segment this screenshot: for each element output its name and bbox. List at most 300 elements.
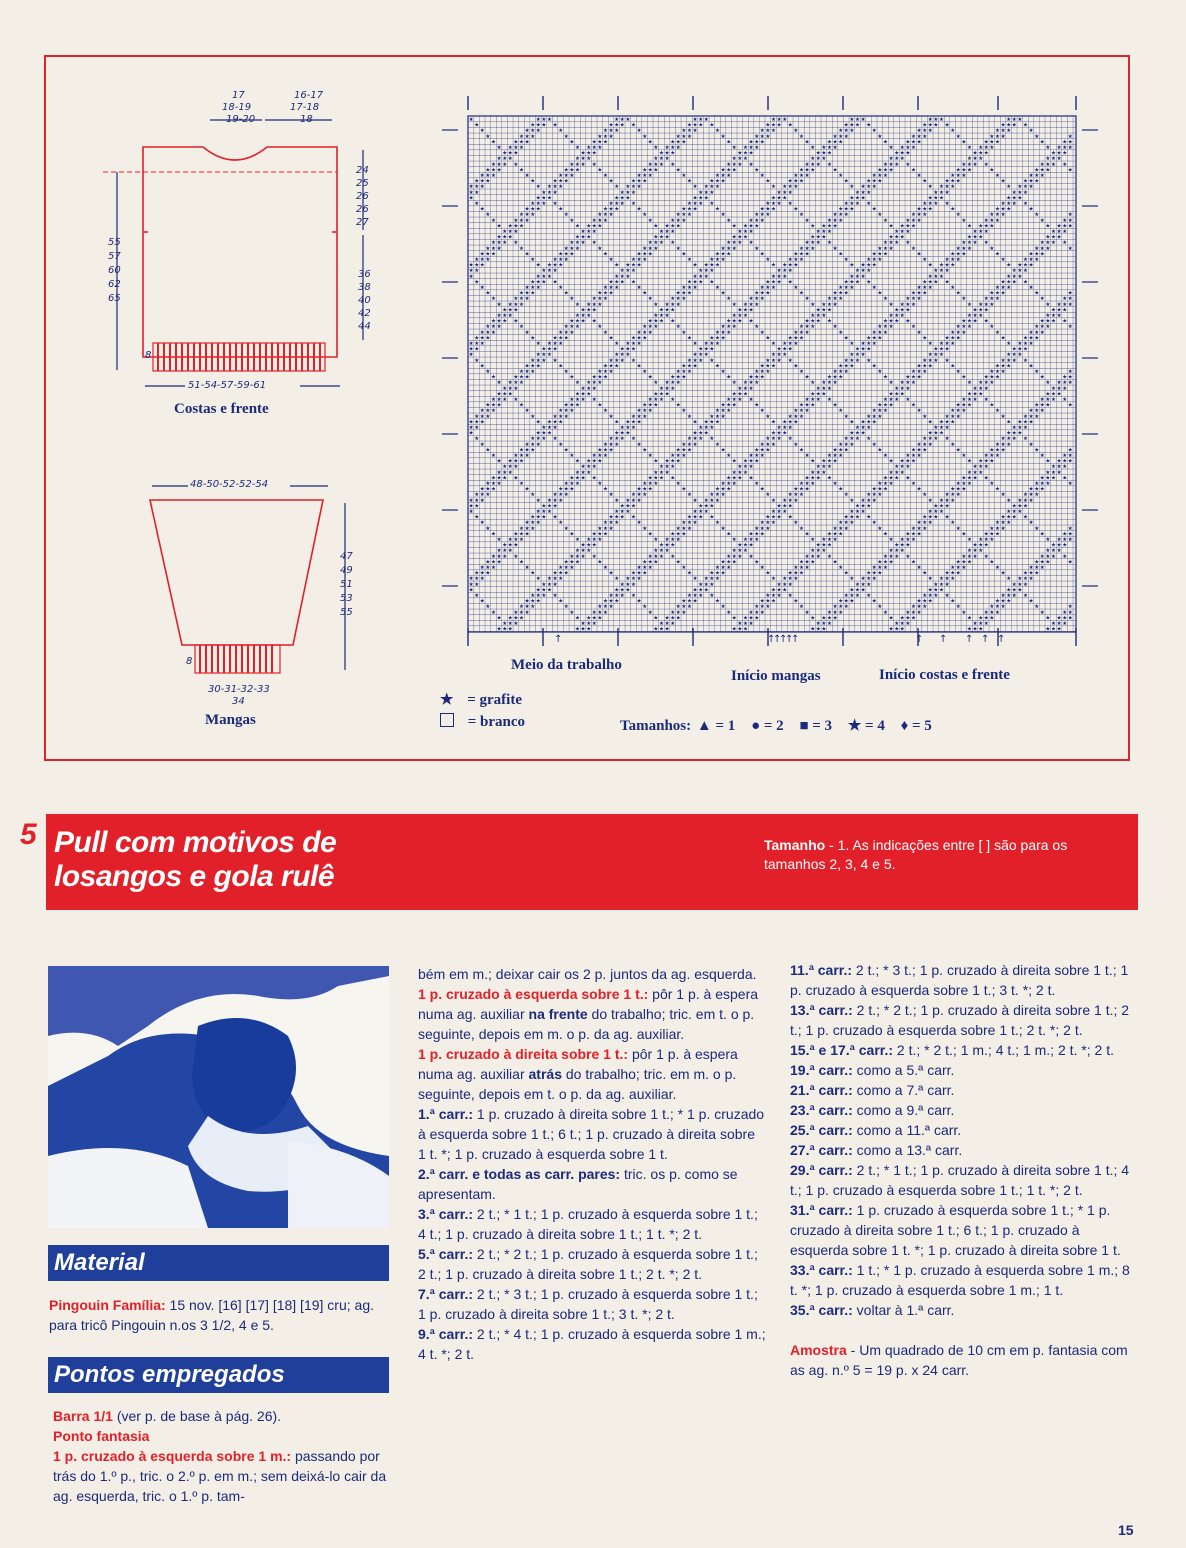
star-cell: ★ xyxy=(899,464,905,471)
star-cell: ★ xyxy=(659,318,664,325)
body-rib-label: 8 xyxy=(145,350,152,361)
star-cell: ★ xyxy=(944,346,950,353)
star-cell: ★ xyxy=(905,161,911,168)
star-cell: ★ xyxy=(759,363,765,370)
star-cell: ★ xyxy=(793,441,799,448)
star-cell: ★ xyxy=(799,290,804,297)
star-cell: ★ xyxy=(603,565,608,571)
star-cell: ★ xyxy=(877,167,883,174)
star-cell: ★ xyxy=(614,279,620,286)
star-cell: ★ xyxy=(799,486,804,493)
row-label: 9.ª carr.: xyxy=(418,1326,473,1342)
star-cell: ★ xyxy=(759,531,765,538)
star-cell: ★ xyxy=(591,542,597,549)
star-cell: ★ xyxy=(502,150,508,157)
star-cell: ★ xyxy=(692,514,698,521)
star-cell: ★ xyxy=(899,234,905,241)
star-cell: ★ xyxy=(1051,469,1056,476)
star-cell: ★ xyxy=(916,369,922,375)
star-cell: ★ xyxy=(1062,537,1068,543)
star-cell: ★ xyxy=(1039,486,1045,493)
star-cell: ★ xyxy=(905,296,911,303)
star-cell: ★ xyxy=(552,503,558,510)
star-cell: ★ xyxy=(927,441,933,448)
star-cell: ★ xyxy=(507,229,513,235)
star-cell: ★ xyxy=(888,313,894,319)
star-cell: ★ xyxy=(933,587,939,594)
star-cell: ★ xyxy=(524,531,530,538)
star-cell: ★ xyxy=(916,128,922,135)
star-cell: ★ xyxy=(569,251,575,258)
star-cell: ★ xyxy=(810,469,816,476)
star-cell: ★ xyxy=(883,318,888,325)
star-cell: ★ xyxy=(647,408,653,415)
star-cell: ★ xyxy=(474,570,480,577)
star-cell: ★ xyxy=(877,329,883,336)
star-cell: ★ xyxy=(519,481,524,487)
star-cell: ★ xyxy=(642,167,648,174)
star-cell: ★ xyxy=(681,206,687,213)
star-cell: ★ xyxy=(1067,615,1073,622)
star-cell: ★ xyxy=(961,161,967,168)
star-cell: ★ xyxy=(888,223,894,230)
star-cell: ★ xyxy=(670,385,676,392)
star-cell: ★ xyxy=(748,453,754,459)
star-cell: ★ xyxy=(832,139,838,146)
star-cell: ★ xyxy=(664,380,670,387)
row-label: 19.ª carr.: xyxy=(790,1062,853,1078)
star-cell: ★ xyxy=(1028,329,1034,336)
star-cell: ★ xyxy=(866,425,872,431)
star-cell: ★ xyxy=(804,559,810,566)
star-cell: ★ xyxy=(927,122,933,129)
star-cell: ★ xyxy=(614,509,620,515)
star-cell: ★ xyxy=(743,621,748,627)
star-cell: ★ xyxy=(608,122,614,129)
star-cell: ★ xyxy=(1023,593,1028,599)
star-cell: ★ xyxy=(1051,391,1056,398)
star-cell: ★ xyxy=(1000,413,1006,420)
star-cell: ★ xyxy=(1045,223,1051,230)
star-cell: ★ xyxy=(670,296,676,303)
star-cell: ★ xyxy=(1067,525,1073,532)
star-cell: ★ xyxy=(709,268,715,275)
star-cell: ★ xyxy=(709,581,715,588)
star-cell: ★ xyxy=(653,537,659,543)
star-cell: ★ xyxy=(922,206,928,213)
star-cell: ★ xyxy=(513,296,519,303)
star-cell: ★ xyxy=(1000,206,1006,213)
row-label: 15.ª e 17.ª carr.: xyxy=(790,1042,893,1058)
star-cell: ★ xyxy=(603,369,608,375)
star-cell: ★ xyxy=(916,251,922,258)
star-cell: ★ xyxy=(563,565,569,571)
star-cell: ★ xyxy=(765,413,771,420)
star-cell: ★ xyxy=(871,206,877,213)
star-cell: ★ xyxy=(860,425,866,431)
star-cell: ★ xyxy=(687,492,692,499)
star-cell: ★ xyxy=(1062,301,1068,308)
star-cell: ★ xyxy=(843,357,849,364)
star-cell: ★ xyxy=(703,262,709,269)
star-cell: ★ xyxy=(922,413,928,420)
star-cell: ★ xyxy=(563,369,569,375)
cruzado-dir-bold: atrás xyxy=(528,1066,562,1082)
star-cell: ★ xyxy=(675,217,681,224)
star-cell: ★ xyxy=(664,626,670,633)
star-cell: ★ xyxy=(597,380,603,387)
star-cell: ★ xyxy=(474,122,480,129)
star-cell: ★ xyxy=(675,167,681,174)
body-width-label: 51-54-57-59-61 xyxy=(188,380,267,391)
star-cell: ★ xyxy=(558,251,564,258)
star-cell: ★ xyxy=(961,402,967,409)
star-cell: ★ xyxy=(731,318,737,325)
star-cell: ★ xyxy=(877,251,883,258)
star-cell: ★ xyxy=(810,234,816,241)
row-text: como a 11.ª carr. xyxy=(852,1122,962,1138)
star-cell: ★ xyxy=(1067,402,1073,409)
star-cell: ★ xyxy=(1028,492,1034,499)
star-cell: ★ xyxy=(479,598,485,605)
star-cell: ★ xyxy=(743,150,748,157)
star-cell: ★ xyxy=(950,341,956,347)
star-cell: ★ xyxy=(776,357,782,364)
star-cell: ★ xyxy=(1045,615,1051,622)
star-cell: ★ xyxy=(849,117,855,123)
star-cell: ★ xyxy=(782,430,788,437)
star-cell: ★ xyxy=(771,509,776,515)
star-cell: ★ xyxy=(491,481,496,487)
star-cell: ★ xyxy=(485,329,491,336)
star-cell: ★ xyxy=(754,609,760,616)
star-cell: ★ xyxy=(479,492,485,499)
star-cell: ★ xyxy=(793,520,799,527)
star-cell: ★ xyxy=(479,486,485,493)
star-cell: ★ xyxy=(479,128,485,135)
star-cell: ★ xyxy=(972,240,978,247)
star-cell: ★ xyxy=(871,329,877,336)
star-cell: ★ xyxy=(995,525,1000,532)
star-cell: ★ xyxy=(832,133,838,140)
star-cell: ★ xyxy=(765,257,771,263)
star-cell: ★ xyxy=(642,329,648,336)
star-cell: ★ xyxy=(541,425,547,431)
star-cell: ★ xyxy=(916,441,922,448)
star-cell: ★ xyxy=(832,604,838,611)
star-cell: ★ xyxy=(967,318,972,325)
star-cell: ★ xyxy=(597,296,603,303)
star-cell: ★ xyxy=(888,156,894,163)
star-cell: ★ xyxy=(922,525,928,532)
star-cell: ★ xyxy=(1000,441,1006,448)
star-cell: ★ xyxy=(703,268,709,275)
star-cell: ★ xyxy=(978,537,984,543)
star-cell: ★ xyxy=(575,145,580,151)
star-cell: ★ xyxy=(849,357,855,364)
star-cell: ★ xyxy=(989,447,995,454)
star-cell: ★ xyxy=(614,195,620,202)
star-cell: ★ xyxy=(787,346,793,353)
star-cell: ★ xyxy=(675,369,681,375)
star-cell: ★ xyxy=(731,553,737,560)
star-cell: ★ xyxy=(586,458,592,465)
star-cell: ★ xyxy=(1067,458,1073,465)
star-cell: ★ xyxy=(1023,357,1028,364)
star-cell: ★ xyxy=(474,425,480,431)
cruzado-esq-text-a: pôr 1 p. à espera numa ag. auxiliar xyxy=(418,986,759,1022)
star-cell: ★ xyxy=(692,201,698,207)
star-cell: ★ xyxy=(843,598,849,605)
star-cell: ★ xyxy=(782,195,788,202)
star-cell: ★ xyxy=(944,268,950,275)
star-cell: ★ xyxy=(479,184,485,191)
star-cell: ★ xyxy=(743,234,748,241)
star-cell: ★ xyxy=(547,262,552,269)
star-cell: ★ xyxy=(793,251,799,258)
star-cell: ★ xyxy=(664,621,670,627)
star-cell: ★ xyxy=(530,520,536,527)
star-cell: ★ xyxy=(692,357,698,364)
star-cell: ★ xyxy=(883,481,888,487)
star-cell: ★ xyxy=(580,542,586,549)
star-cell: ★ xyxy=(1006,509,1012,515)
star-cell: ★ xyxy=(978,234,984,241)
star-cell: ★ xyxy=(771,117,776,123)
star-cell: ★ xyxy=(877,447,883,454)
star-cell: ★ xyxy=(905,397,911,403)
star-cell: ★ xyxy=(586,234,592,241)
star-cell: ★ xyxy=(743,156,748,163)
row-label: 31.ª carr.: xyxy=(790,1202,853,1218)
star-cell: ★ xyxy=(961,553,967,560)
star-cell: ★ xyxy=(519,223,524,230)
star-cell: ★ xyxy=(810,301,816,308)
star-cell: ★ xyxy=(687,128,692,135)
star-cell: ★ xyxy=(614,341,620,347)
star-cell: ★ xyxy=(1051,156,1056,163)
star-cell: ★ xyxy=(793,285,799,291)
star-cell: ★ xyxy=(709,346,715,353)
star-cell: ★ xyxy=(1034,133,1040,140)
star-cell: ★ xyxy=(524,251,530,258)
star-cell: ★ xyxy=(894,313,900,319)
star-cell: ★ xyxy=(1028,408,1034,415)
star-cell: ★ xyxy=(804,374,810,381)
star-cell: ★ xyxy=(1023,576,1028,583)
star-cell: ★ xyxy=(754,212,760,219)
star-cell: ★ xyxy=(860,195,866,202)
star-cell: ★ xyxy=(843,514,849,521)
star-cell: ★ xyxy=(715,341,720,347)
star-cell: ★ xyxy=(709,189,715,196)
star-size-icon: ★ xyxy=(847,718,862,734)
star-cell: ★ xyxy=(642,525,648,532)
star-cell: ★ xyxy=(759,128,765,135)
star-cell: ★ xyxy=(944,257,950,263)
star-cell: ★ xyxy=(972,553,978,560)
star-cell: ★ xyxy=(479,251,485,258)
star-cell: ★ xyxy=(530,593,536,599)
star-cell: ★ xyxy=(944,581,950,588)
row-label: 25.ª carr.: xyxy=(790,1122,853,1138)
star-cell: ★ xyxy=(608,369,614,375)
star-cell: ★ xyxy=(1045,324,1051,331)
star-cell: ★ xyxy=(983,161,989,168)
star-cell: ★ xyxy=(995,374,1000,381)
star-cell: ★ xyxy=(558,408,564,415)
up-arrow-icon: ↑ xyxy=(997,634,1006,645)
star-cell: ★ xyxy=(765,290,771,297)
star-cell: ★ xyxy=(759,598,765,605)
star-cell: ★ xyxy=(1028,413,1034,420)
star-cell: ★ xyxy=(810,553,816,560)
star-cell: ★ xyxy=(944,514,950,521)
star-cell: ★ xyxy=(603,486,608,493)
star-cell: ★ xyxy=(866,413,872,420)
star-cell: ★ xyxy=(905,229,911,235)
star-cell: ★ xyxy=(647,559,653,566)
body-top-right-a: 16-17 xyxy=(294,90,324,101)
star-cell: ★ xyxy=(642,447,648,454)
star-cell: ★ xyxy=(989,380,995,387)
star-cell: ★ xyxy=(1039,324,1045,331)
star-cell: ★ xyxy=(1067,604,1073,611)
star-cell: ★ xyxy=(1062,615,1068,622)
star-cell: ★ xyxy=(1023,335,1028,342)
star-cell: ★ xyxy=(547,184,552,191)
star-cell: ★ xyxy=(485,604,491,611)
star-cell: ★ xyxy=(810,402,816,409)
title-line-1: Pull com motivos de xyxy=(54,826,337,859)
star-cell: ★ xyxy=(653,301,659,308)
star-cell: ★ xyxy=(933,346,939,353)
star-cell: ★ xyxy=(1023,341,1028,347)
star-cell: ★ xyxy=(759,453,765,459)
star-cell: ★ xyxy=(821,548,827,555)
page-number: 15 xyxy=(1118,1522,1134,1538)
star-cell: ★ xyxy=(1017,273,1023,280)
star-cell: ★ xyxy=(866,279,872,286)
star-cell: ★ xyxy=(502,397,508,403)
star-cell: ★ xyxy=(519,133,524,140)
star-cell: ★ xyxy=(603,447,608,454)
star-cell: ★ xyxy=(871,178,877,185)
star-cell: ★ xyxy=(955,329,961,336)
star-cell: ★ xyxy=(636,329,642,336)
star-cell: ★ xyxy=(832,324,838,331)
star-cell: ★ xyxy=(877,559,883,566)
star-cell: ★ xyxy=(687,279,692,286)
star-cell: ★ xyxy=(821,464,827,471)
star-cell: ★ xyxy=(507,469,513,476)
star-cell: ★ xyxy=(675,531,681,538)
star-cell: ★ xyxy=(1034,173,1040,179)
star-cell: ★ xyxy=(569,475,575,482)
star-cell: ★ xyxy=(1039,609,1045,616)
star-cell: ★ xyxy=(765,593,771,599)
star-cell: ★ xyxy=(927,206,933,213)
star-cell: ★ xyxy=(591,296,597,303)
star-cell: ★ xyxy=(1034,290,1040,297)
star-cell: ★ xyxy=(1034,565,1040,571)
star-cell: ★ xyxy=(1028,570,1034,577)
star-cell: ★ xyxy=(894,464,900,471)
star-cell: ★ xyxy=(675,458,681,465)
star-cell: ★ xyxy=(821,313,827,319)
star-cell: ★ xyxy=(591,531,597,538)
star-cell: ★ xyxy=(530,604,536,611)
star-cell: ★ xyxy=(692,363,698,370)
star-cell: ★ xyxy=(950,285,956,291)
star-cell: ★ xyxy=(849,195,855,202)
star-cell: ★ xyxy=(995,441,1000,448)
star-cell: ★ xyxy=(922,369,928,375)
star-cell: ★ xyxy=(653,402,659,409)
star-cell: ★ xyxy=(972,621,978,627)
star-cell: ★ xyxy=(496,615,502,622)
star-cell: ★ xyxy=(838,604,844,611)
star-cell: ★ xyxy=(827,223,832,230)
star-cell: ★ xyxy=(905,464,911,471)
star-cell: ★ xyxy=(715,178,720,185)
star-cell: ★ xyxy=(787,570,793,577)
star-cell: ★ xyxy=(653,240,659,247)
star-cell: ★ xyxy=(776,352,782,359)
star-cell: ★ xyxy=(905,385,911,392)
star-cell: ★ xyxy=(614,598,620,605)
star-cell: ★ xyxy=(619,587,625,594)
star-cell: ★ xyxy=(681,453,687,459)
star-cell: ★ xyxy=(888,402,894,409)
cruzado-esq-bold: na frente xyxy=(528,1006,588,1022)
star-cell: ★ xyxy=(995,453,1000,459)
star-cell: ★ xyxy=(524,173,530,179)
star-cell: ★ xyxy=(955,245,961,252)
star-cell: ★ xyxy=(922,604,928,611)
star-cell: ★ xyxy=(1067,212,1073,219)
star-cell: ★ xyxy=(1034,525,1040,532)
star-cell: ★ xyxy=(519,290,524,297)
star-cell: ★ xyxy=(1067,324,1073,331)
star-cell: ★ xyxy=(804,408,810,415)
star-cell: ★ xyxy=(709,335,715,342)
star-cell: ★ xyxy=(871,173,877,179)
star-cell: ★ xyxy=(771,279,776,286)
star-cell: ★ xyxy=(855,189,860,196)
star-cell: ★ xyxy=(944,178,950,185)
star-cell: ★ xyxy=(591,307,597,314)
star-cell: ★ xyxy=(748,531,754,538)
star-cell: ★ xyxy=(1045,626,1051,633)
star-cell: ★ xyxy=(731,313,737,319)
star-cell: ★ xyxy=(608,413,614,420)
star-cell: ★ xyxy=(955,570,961,577)
star-cell: ★ xyxy=(754,559,760,566)
star-cell: ★ xyxy=(855,268,860,275)
cruzado-dir-text-a: pôr 1 p. à espera numa ag. auxiliar xyxy=(418,1046,738,1082)
star-cell: ★ xyxy=(485,492,491,499)
star-cell: ★ xyxy=(871,576,877,583)
star-cell: ★ xyxy=(485,481,491,487)
star-cell: ★ xyxy=(759,217,765,224)
star-cell: ★ xyxy=(496,391,502,398)
star-cell: ★ xyxy=(927,509,933,515)
star-cell: ★ xyxy=(1062,223,1068,230)
star-cell: ★ xyxy=(1067,139,1073,146)
star-cell: ★ xyxy=(955,559,961,566)
star-cell: ★ xyxy=(1017,509,1023,515)
